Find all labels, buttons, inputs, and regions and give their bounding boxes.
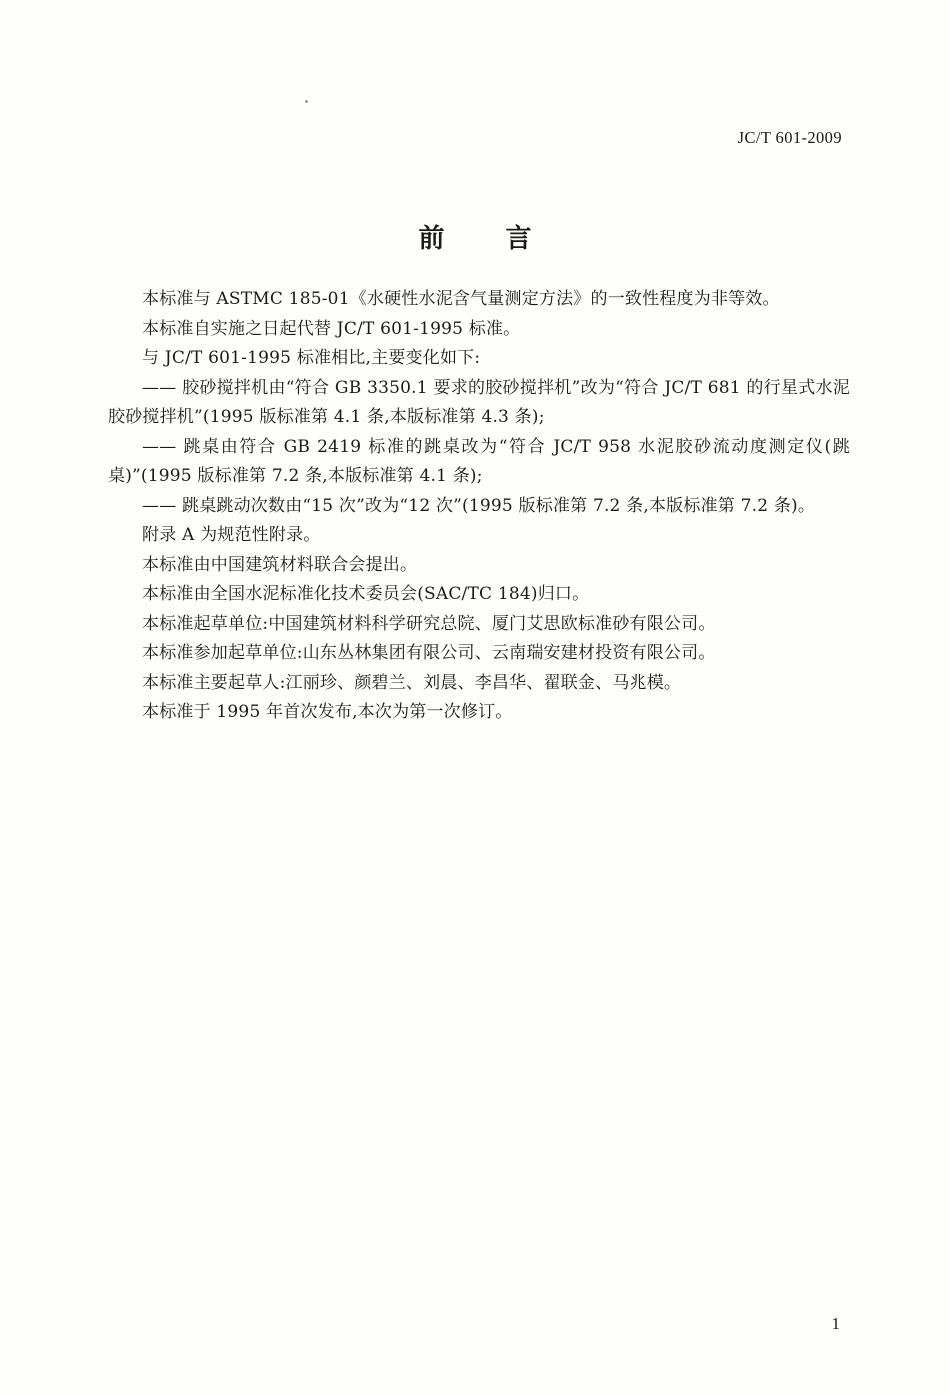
paragraph: 本标准参加起草单位:山东丛林集团有限公司、云南瑞安建材投资有限公司。 (142, 643, 716, 663)
stray-dot-artifact (305, 100, 308, 103)
paragraph: 与 JC/T 601-1995 标准相比,主要变化如下: (142, 348, 481, 368)
paragraph: 本标准主要起草人:江丽珍、颜碧兰、刘晨、李昌华、翟联金、马兆模。 (142, 672, 682, 693)
standard-code-header: JC/T 601-2009 (737, 128, 842, 147)
page-number: 1 (831, 1314, 840, 1333)
paragraph: 本标准由全国水泥标准化技术委员会(SAC/TC 184)归口。 (142, 584, 590, 604)
paragraph: 本标准由中国建筑材料联合会提出。 (142, 554, 418, 575)
paragraph: —— 跳桌跳动次数由“15 次”改为“12 次”(1995 版标准第 7.2 条,本版标准第 7.2 条)。 (142, 495, 816, 516)
paragraph: —— 跳桌由符合 GB 2419 标准的跳桌改为“符合 JC/T 958 水泥胶砂流动度测定仪(跳桌)”(1995 版标准第 7.2 条,本版标准第 4.1 条); (108, 436, 850, 486)
page-title: 前 言 (418, 224, 558, 254)
paragraph: 本标准与 ASTMC 185-01《水硬性水泥含气量测定方法》的一致性程度为非等效。 (142, 289, 780, 309)
paragraph: —— 胶砂搅拌机由“符合 GB 3350.1 要求的胶砂搅拌机”改为“符合 JC/T 681 的行星式水泥胶砂搅拌机”(1995 版标准第 4.1 条,本版标准第 4.3 条); (108, 377, 850, 427)
paragraph: 附录 A 为规范性附录。 (142, 525, 321, 545)
paragraph: 本标准自实施之日起代替 JC/T 601-1995 标准。 (142, 318, 521, 339)
paragraph: 本标准起草单位:中国建筑材料科学研究总院、厦门艾思欧标准砂有限公司。 (142, 613, 716, 634)
foreword-body (108, 285, 850, 728)
paragraph: 本标准于 1995 年首次发布,本次为第一次修订。 (142, 702, 513, 722)
